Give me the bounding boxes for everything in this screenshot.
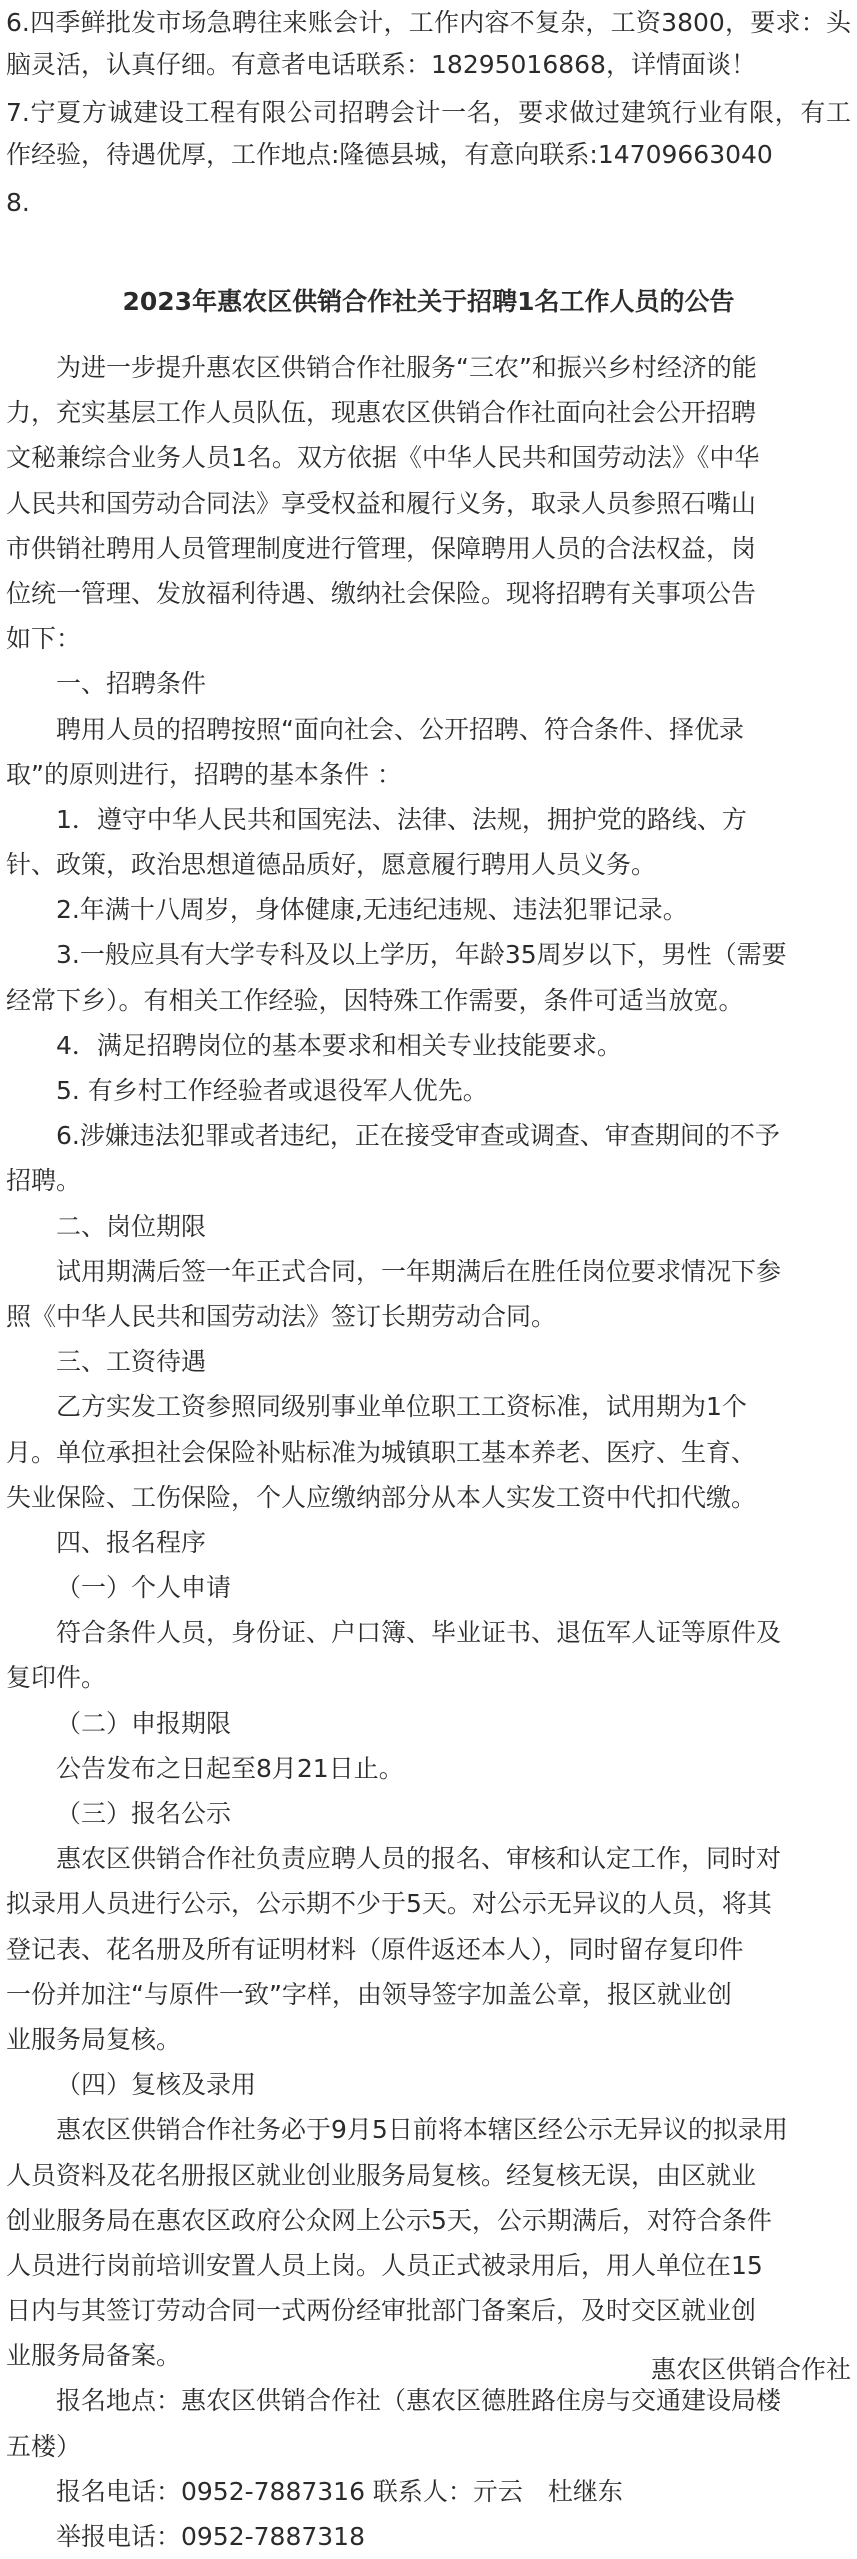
notice-line: 针、政策，政治思想道德品质好，愿意履行聘用人员义务。 xyxy=(6,850,657,880)
notice-line: 取”的原则进行，招聘的基本条件 ： xyxy=(6,759,402,789)
job-listing-6: 6.四季鲜批发市场急聘往来账会计，工作内容不复杂，工资3800，要求：头脑灵活，认真仔细。有意者电话联系：18295016868，详情面谈！ xyxy=(6,8,851,79)
notice-line: 试用期满后签一年正式合同，一年期满后在胜任岗位要求情况下参 xyxy=(56,1256,782,1286)
subsection-heading-publicity: （三）报名公示 xyxy=(56,1799,232,1828)
notice-line: 为进一步提升惠农区供销合作社服务“三农”和振兴乡村经济的能 xyxy=(56,353,757,382)
registration-phone: 报名电话：0952-7887316 联系人：亓云 杜继东 xyxy=(56,2476,623,2506)
notice-line: 惠农区供销合作社务必于9月5日前将本辖区经公示无异议的拟录用 xyxy=(56,2115,788,2145)
notice-line: 力，充实基层工作人员队伍，现惠农区供销合作社面向社会公开招聘 xyxy=(6,398,757,428)
notice-line: 文秘兼综合业务人员1名。双方依据《中华人民共和国劳动法》《中华 xyxy=(6,443,760,473)
subsection-heading-application: （一）个人申请 xyxy=(56,1573,232,1603)
notice-line: 公告发布之日起至8月21日止。 xyxy=(56,1753,404,1783)
report-phone: 举报电话：0952-7887318 xyxy=(56,2522,365,2551)
section-heading-job-term: 二、岗位期限 xyxy=(56,1211,207,1241)
job-listing-7: 7.宁夏方诚建设工程有限公司招聘会计一名，要求做过建筑行业有限，有工作经验，待遇优厚，工作地点:隆德县城，有意向联系:14709663040 xyxy=(6,98,851,169)
notice-line: 人员进行岗前培训安置人员上岗。人员正式被录用后，用人单位在15 xyxy=(6,2250,763,2280)
condition-item-2: 2.年满十八周岁，身体健康,无违纪违规、违法犯罪记录。 xyxy=(56,895,688,925)
notice-line: 位统一管理、发放福利待遇、缴纳社会保险。现将招聘有关事项公告 xyxy=(6,578,757,608)
notice-line: 一份并加注“与原件一致”字样，由领导签字加盖公章，报区就业创 xyxy=(6,1979,732,2009)
section-heading-salary: 三、工资待遇 xyxy=(56,1347,207,1377)
notice-body xyxy=(6,345,851,2559)
subsection-heading-review: （四）复核及录用 xyxy=(56,2070,257,2100)
issuer-signature: 惠农区供销合作社 xyxy=(650,2355,851,2384)
notice-line: 五楼） xyxy=(6,2431,82,2461)
notice-line: 招聘。 xyxy=(6,1166,82,1196)
condition-item-5: 5. 有乡村工作经验者或退役军人优先。 xyxy=(56,1076,488,1105)
notice-line: 人员资料及花名册报区就业创业服务局复核。经复核无误，由区就业 xyxy=(6,2160,757,2190)
notice-line: 符合条件人员，身份证、户口簿、毕业证书、退伍军人证等原件及 xyxy=(56,1618,782,1648)
notice-line: 登记表、花名册及所有证明材料（原件返还本人），同时留存复印件 xyxy=(6,1934,744,1964)
condition-item-1: 1．遵守中华人民共和国宪法、法律、法规，拥护党的路线、方 xyxy=(56,804,747,834)
notice-line: 失业保险、工伤保险，个人应缴纳部分从本人实发工资中代扣代缴。 xyxy=(6,1482,757,1512)
notice-line: 聘用人员的招聘按照“面向社会、公开招聘、符合条件、择优录 xyxy=(56,714,744,744)
section-heading-recruitment-conditions: 一、招聘条件 xyxy=(56,669,207,699)
notice-line: 惠农区供销合作社负责应聘人员的报名、审核和认定工作，同时对 xyxy=(56,1844,782,1874)
notice-title: 2023年惠农区供销合作社关于招聘1名工作人员的公告 xyxy=(122,287,735,316)
registration-location: 报名地点：惠农区供销合作社（惠农区德胜路住房与交通建设局楼 xyxy=(56,2386,782,2416)
notice-line: 乙方实发工资参照同级别事业单位职工工资标准，试用期为1个 xyxy=(56,1392,747,1422)
condition-item-4: 4．满足招聘岗位的基本要求和相关专业技能要求。 xyxy=(56,1030,622,1060)
notice-line: 业服务局备案。 xyxy=(6,2341,182,2371)
condition-item-6: 6.涉嫌违法犯罪或者违纪，正在接受审查或调查、审查期间的不予 xyxy=(56,1121,780,1151)
notice-line: 人民共和国劳动合同法》享受权益和履行义务，取录人员参照石嘴山 xyxy=(6,488,757,518)
subsection-heading-deadline: （二）申报期限 xyxy=(56,1708,232,1738)
job-listing-8-number: 8. xyxy=(6,188,30,217)
notice-line: 如下： xyxy=(6,624,82,654)
notice-line: 创业服务局在惠农区政府公众网上公示5天，公示期满后，对符合条件 xyxy=(6,2205,772,2235)
notice-line: 市供销社聘用人员管理制度进行管理，保障聘用人员的合法权益，岗 xyxy=(6,533,757,563)
notice-line: 经常下乡）。有相关工作经验，因特殊工作需要，条件可适当放宽。 xyxy=(6,985,744,1015)
notice-line: 日内与其签订劳动合同一式两份经审批部门备案后，及时交区就业创 xyxy=(6,2296,757,2326)
notice-line: 业服务局复核。 xyxy=(6,2024,182,2054)
condition-item-3: 3.一般应具有大学专科及以上学历，年龄35周岁以下，男性（需要 xyxy=(56,940,787,970)
notice-line: 照《中华人民共和国劳动法》签订长期劳动合同。 xyxy=(6,1301,557,1331)
section-heading-registration: 四、报名程序 xyxy=(56,1527,207,1557)
notice-line: 月。单位承担社会保险补贴标准为城镇职工基本养老、医疗、生育、 xyxy=(6,1437,757,1467)
notice-line: 拟录用人员进行公示，公示期不少于5天。对公示无异议的人员，将其 xyxy=(6,1889,772,1919)
notice-line: 复印件。 xyxy=(6,1663,107,1693)
